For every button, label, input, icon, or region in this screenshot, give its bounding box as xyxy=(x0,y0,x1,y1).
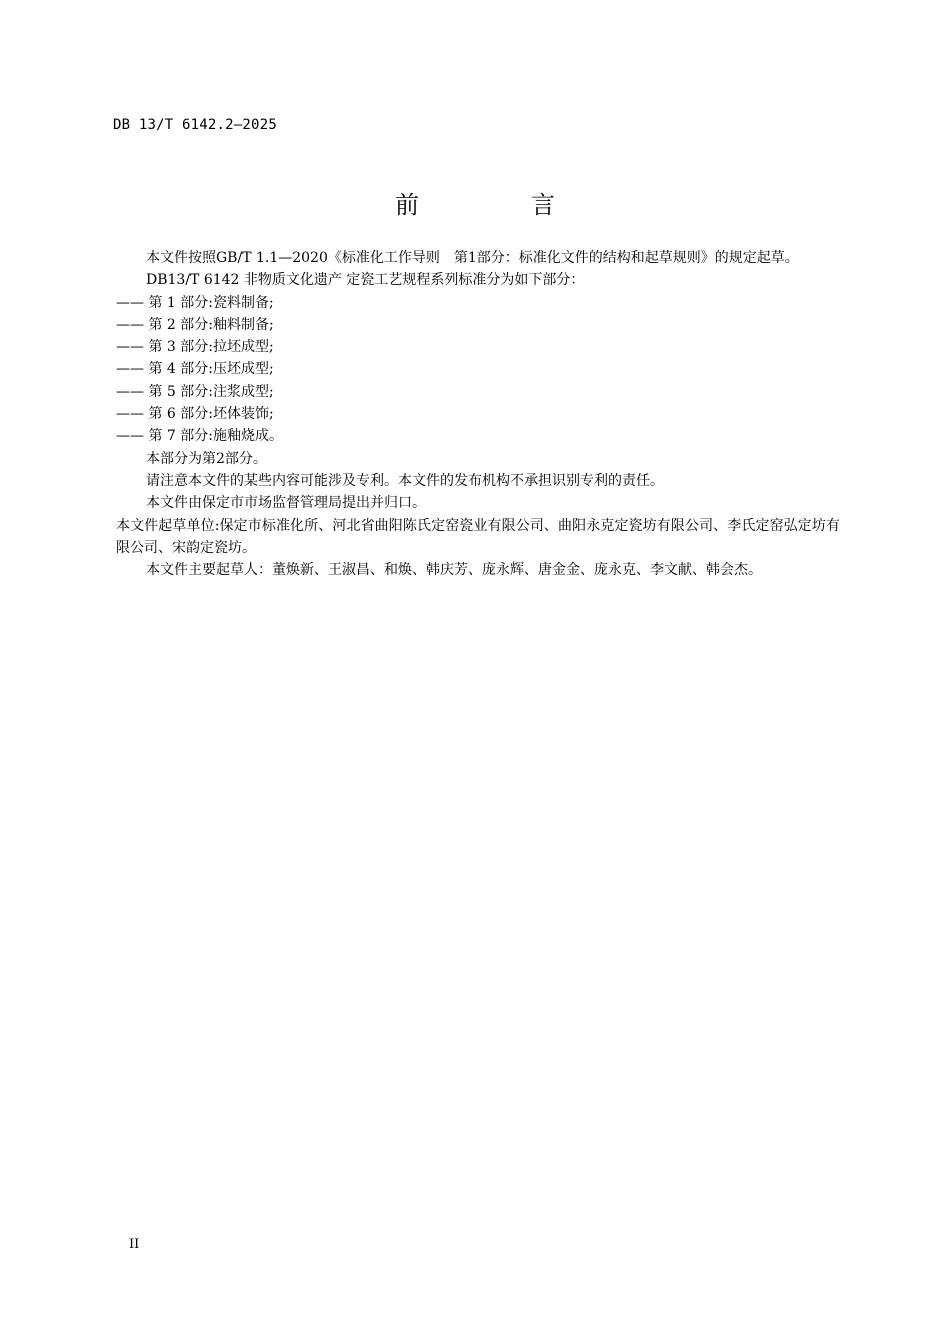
list-item-part-1: —— 第 1 部分:瓷料制备; xyxy=(116,294,274,311)
paragraph-drafters: 本文件主要起草人：董焕新、王淑昌、和焕、韩庆芳、庞永辉、唐金金、庞永克、李文献、韩会杰。 xyxy=(146,562,762,579)
list-item-part-7: —— 第 7 部分:施釉烧成。 xyxy=(116,428,283,445)
paragraph-patent-notice: 请注意本文件的某些内容可能涉及专利。本文件的发布机构不承担识别专利的责任。 xyxy=(146,472,664,489)
page-title: 前 言 xyxy=(395,191,599,219)
paragraph-proposer: 本文件由保定市市场监督管理局提出并归口。 xyxy=(146,495,426,512)
list-item-part-3: —— 第 3 部分:拉坯成型; xyxy=(116,339,274,356)
list-item-part-6: —— 第 6 部分:坯体装饰; xyxy=(116,406,274,423)
list-item-part-4: —— 第 4 部分:压坯成型; xyxy=(116,361,274,378)
list-item-part-2: —— 第 2 部分:釉料制备; xyxy=(116,316,274,333)
page-number: II xyxy=(129,1237,140,1252)
paragraph-series-intro: DB13/T 6142 非物质文化遗产 定瓷工艺规程系列标准分为如下部分： xyxy=(146,272,585,289)
paragraph-drafting-rules: 本文件按照GB/T 1.1—2020《标准化工作导则 第1部分：标准化文件的结构和起草规则》的规定起草。 xyxy=(146,250,799,266)
paragraph-this-part: 本部分为第2部分。 xyxy=(146,450,267,467)
list-item-part-5: —— 第 5 部分:注浆成型; xyxy=(116,383,274,400)
document-id: DB 13/T 6142.2—2025 xyxy=(113,117,277,133)
paragraph-drafting-units: 本文件起草单位:保定市标准化所、河北省曲阳陈氏定窑瓷业有限公司、曲阳永克定瓷坊有限公司、李氏定窑弘定坊有限公司、宋韵定瓷坊。 xyxy=(116,517,840,556)
foreword-body xyxy=(116,247,840,581)
